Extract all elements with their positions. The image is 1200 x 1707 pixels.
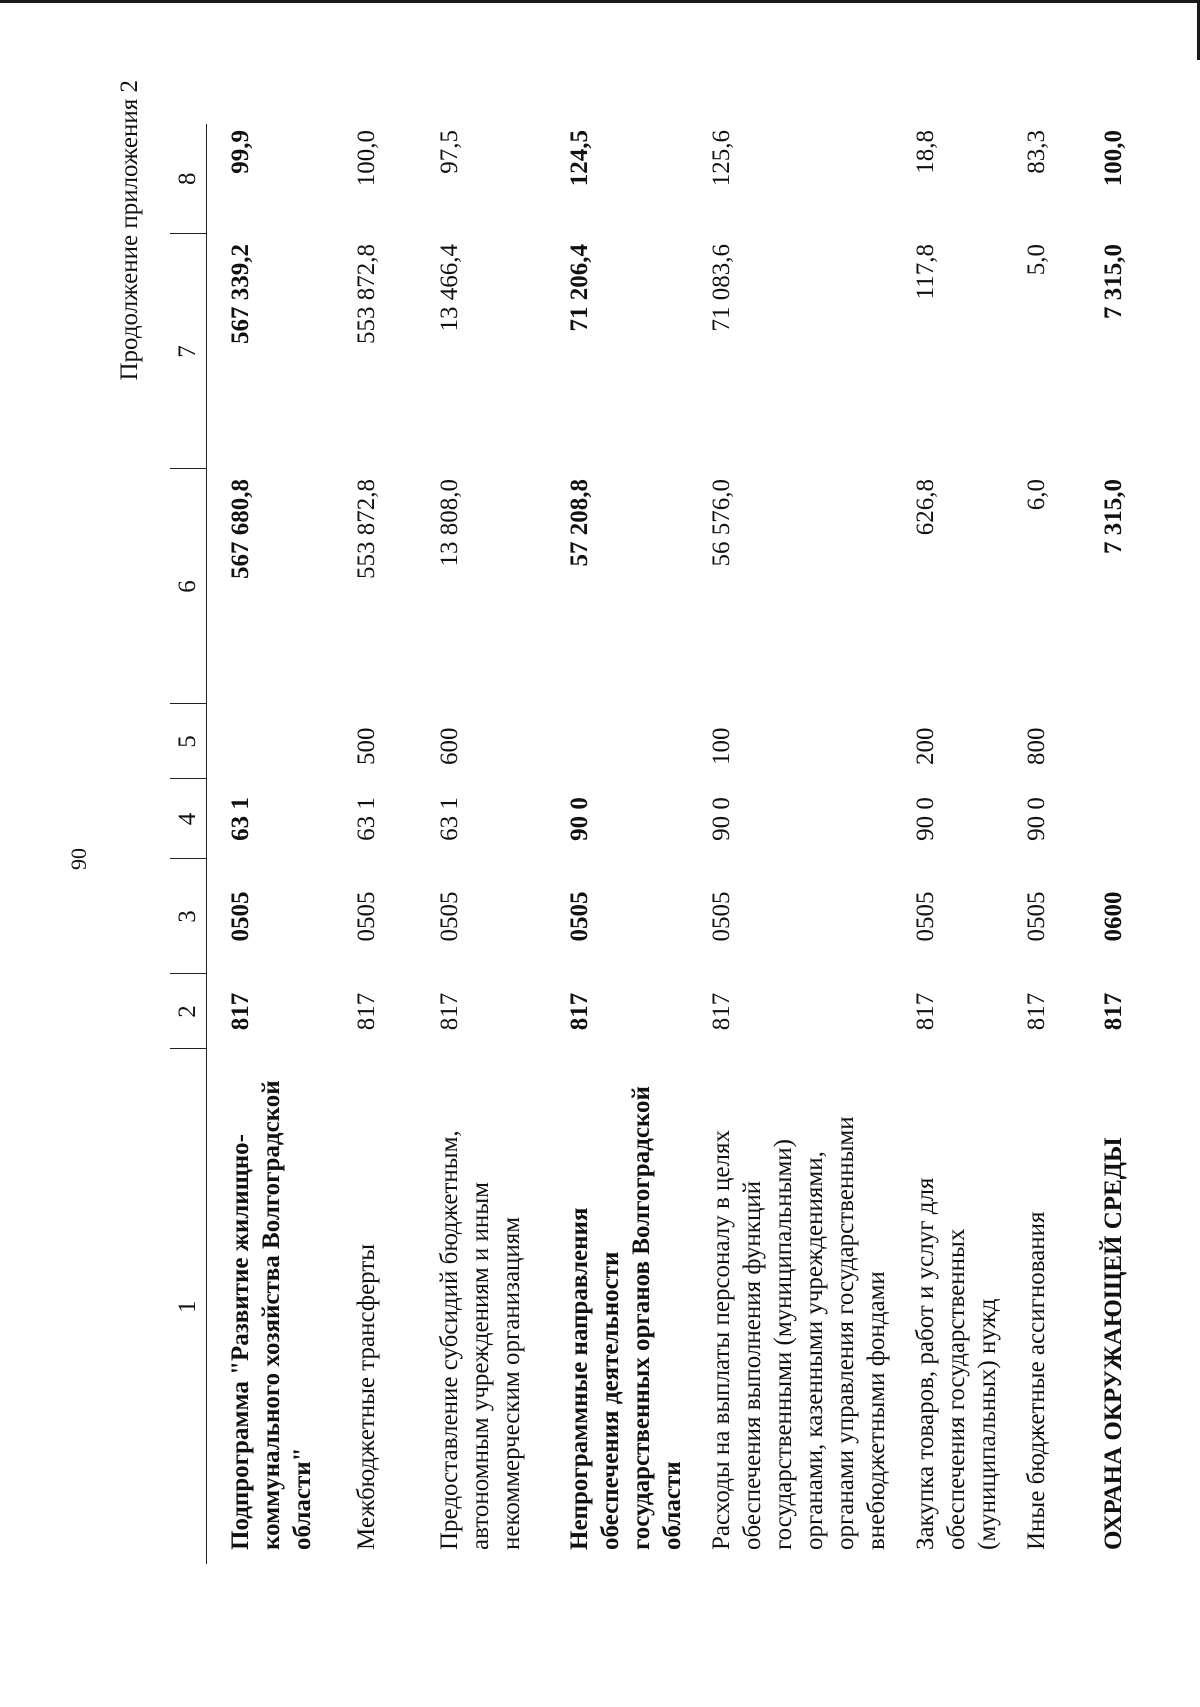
cell-col-5: 600 [436,727,463,765]
cell-col-8: 125,6 [708,130,735,187]
table-row [688,124,892,1564]
header-col-3: 3 [170,859,207,974]
header-row [170,124,207,1564]
cell-col-7: 13 466,4 [436,244,463,332]
cell-col-5: 100 [708,727,735,765]
continuation-caption: Продолжение приложения 2 [116,80,143,381]
cell-col-3: 0505 [566,891,593,942]
header-col-4: 4 [170,779,207,859]
cell-col-4: 63 1 [436,797,463,841]
cell-col-8: 18,8 [912,130,939,174]
cell-col-6: 553 872,8 [353,479,380,579]
cell-col-5: 500 [353,727,380,765]
cell-col-4: 90 0 [566,797,593,841]
cell-col-7: 553 872,8 [353,244,380,344]
cell-col-3: 0600 [1100,891,1127,942]
cell-col-3: 0505 [436,891,463,942]
cell-col-6: 6,0 [1023,479,1050,511]
cell-col-8: 83,3 [1023,130,1050,174]
cell-col-4: 90 0 [912,797,939,841]
row-name: Непрограммные направления обеспечения деятельности государственных органов Волгоградской области [566,1086,686,1550]
cell-col-2: 817 [1100,992,1127,1031]
row-name: Предоставление субсидий бюджетным, автономным учреждениям и иным некоммерческим организациям [436,1130,525,1550]
cell-col-7: 71 083,6 [708,244,735,332]
row-name: Подпрограмма "Развитие жилищно-коммунального хозяйства Волгоградской области" [227,1080,316,1550]
cell-col-4 [1080,779,1160,859]
cell-col-2: 817 [566,992,593,1031]
cell-col-5 [1080,704,1160,779]
cell-col-3: 0505 [353,891,380,942]
cell-col-8: 100,0 [353,130,380,187]
cell-col-2: 817 [353,992,380,1031]
cell-col-5 [207,704,334,779]
table-row [333,124,416,1564]
cell-col-2: 817 [912,992,939,1031]
cell-col-7: 117,8 [912,244,939,300]
row-name: Иные бюджетные ассигнования [1023,1211,1050,1550]
budget-table [170,124,1160,1564]
header-col-7: 7 [170,234,207,469]
cell-col-7: 5,0 [1023,244,1050,276]
table-row [1080,124,1160,1564]
cell-col-7: 7 315,0 [1100,244,1127,319]
row-name: Межбюджетные трансферты [353,1243,380,1550]
cell-col-8: 99,9 [227,130,254,174]
cell-col-4: 63 1 [227,797,254,841]
cell-col-2: 817 [227,992,254,1031]
cell-col-6: 56 576,0 [708,479,735,567]
cell-col-6: 567 680,8 [227,479,254,579]
cell-col-7: 567 339,2 [227,244,254,344]
cell-col-8: 100,0 [1100,130,1127,187]
cell-col-5: 200 [912,727,939,765]
cell-col-3: 0505 [912,891,939,942]
row-name: Расходы на выплаты персоналу в целях обеспечения выполнения функций государственными (муниципальными) органами, казенными учреждениями, органами управления государственными внебюджетными фондами [708,1116,890,1550]
cell-col-6: 57 208,8 [566,479,593,567]
row-name: ОХРАНА ОКРУЖАЮЩЕЙ СРЕДЫ [1100,1137,1127,1550]
cell-col-4: 90 0 [708,797,735,841]
header-col-1: 1 [170,1049,207,1564]
cell-col-4: 90 0 [1023,797,1050,841]
cell-col-6: 13 808,0 [436,479,463,567]
cell-col-3: 0505 [227,891,254,942]
header-col-6: 6 [170,469,207,704]
cell-col-6: 626,8 [912,479,939,536]
cell-col-3: 0505 [708,891,735,942]
table-row [207,124,334,1564]
page-number: 90 [66,848,91,870]
cell-col-2: 817 [1023,992,1050,1031]
cell-col-5 [546,704,688,779]
cell-col-8: 124,5 [566,130,593,187]
cell-col-4: 63 1 [353,797,380,841]
cell-col-3: 0505 [1023,891,1050,942]
header-col-5: 5 [170,704,207,779]
cell-col-2: 817 [708,992,735,1031]
row-name: Закупка товаров, работ и услуг для обеспечения государственных (муниципальных) нужд [912,1177,1001,1550]
header-col-2: 2 [170,974,207,1049]
cell-col-8: 97,5 [436,130,463,174]
table-row [892,124,1003,1564]
table-row [416,124,546,1564]
header-col-8: 8 [170,124,207,234]
cell-col-7: 71 206,4 [566,244,593,332]
cell-col-5: 800 [1023,727,1050,765]
cell-col-2: 817 [436,992,463,1031]
cell-col-6: 7 315,0 [1100,479,1127,554]
table-row [1003,124,1080,1564]
table-row [546,124,688,1564]
